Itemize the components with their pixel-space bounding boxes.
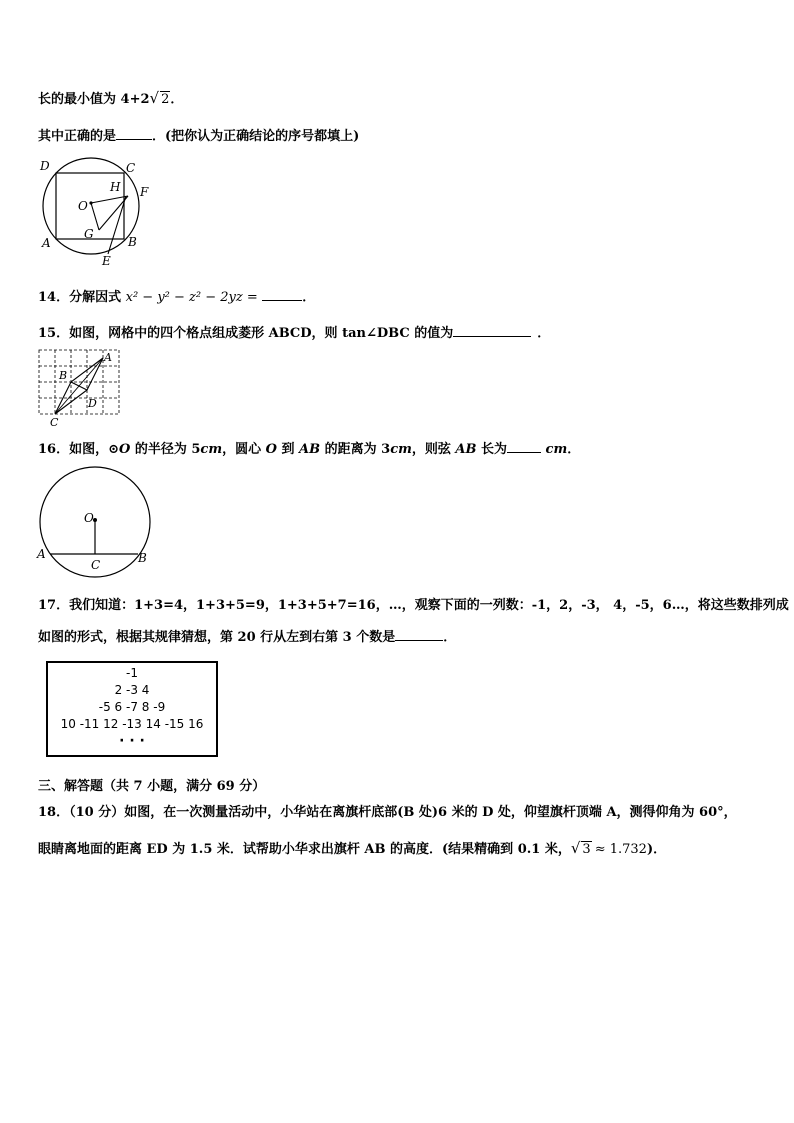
- p13-label-e: E: [102, 254, 111, 268]
- p16-text-a: 16．如图，⊙: [38, 442, 119, 457]
- p15-figure: [36, 347, 126, 427]
- p15-label-c: C: [50, 416, 59, 429]
- p17-row-3: -5 6 -7 8 -9: [98, 700, 166, 714]
- p17-text1: 17．我们知道：1+3=4，1+3+5=9，1+3+5+7=16，…，观察下面的一列数：-1，2，-3， 4，-5，6…，将这些数排列成: [38, 598, 789, 613]
- p17-number-triangle: [46, 661, 218, 757]
- p18-line2: [38, 838, 666, 857]
- p15-text: 15．如图，网格中的四个格点组成菱形 ABCD，则 tan∠DBC 的值为: [38, 326, 454, 341]
- p13-label-a: A: [42, 236, 51, 250]
- answer-blank: [453, 324, 531, 337]
- p16-o: O: [118, 442, 131, 457]
- p13-segment-og: [91, 203, 99, 230]
- p16-ab2: AB: [455, 442, 477, 457]
- p13-radicand: 2: [161, 92, 170, 107]
- p17-end: ．: [443, 630, 457, 645]
- p13-label-c: C: [126, 161, 136, 175]
- p14-num: 14．分解因式: [38, 290, 122, 305]
- sqrt-sign: √: [570, 839, 581, 857]
- p15-line: [38, 322, 550, 341]
- p16-text-g: 长为: [476, 442, 508, 457]
- p16-cm1: cm: [200, 442, 223, 457]
- p16-text-e: 的距离为 3: [320, 442, 391, 457]
- p13-figure: [36, 158, 156, 268]
- p18-text2: 眼睛离地面的距离 ED 为 1.5 米．试帮助小华求出旗杆 AB 的高度．(结果精确到 0.1 米，: [38, 842, 571, 857]
- p13-tail-end: ．: [170, 92, 184, 107]
- p13-ask-note: ．(把你认为正确结论的序号都填上): [152, 129, 360, 144]
- p13-label-f: F: [140, 185, 149, 199]
- p17-text2: 如图的形式，根据其规律猜想，第 20 行从左到右第 3 个数是: [38, 630, 396, 645]
- p14-expression: x² − y² − z² − 2yz =: [125, 290, 258, 305]
- p16-text-c: ，圆心: [222, 442, 266, 457]
- p18-radicand: 3: [582, 842, 591, 857]
- p13-label-o: O: [78, 199, 88, 213]
- p13-tail-line: [38, 88, 183, 107]
- p18-end: )．: [646, 842, 667, 857]
- p17-row-2: 2 -3 4: [114, 683, 150, 697]
- p17-row-4: 10 -11 12 -13 14 -15 16: [60, 717, 204, 731]
- section-3-title-text: 三、解答题（共 7 小题，满分 69 分）: [38, 779, 266, 794]
- p16-cm2: cm: [390, 442, 412, 457]
- p13-ask-line: [38, 125, 359, 144]
- p13-ask: 其中正确的是: [38, 129, 117, 144]
- p13-label-g: G: [84, 227, 94, 241]
- p15-label-d: D: [88, 397, 97, 410]
- p17-line2: [38, 626, 456, 645]
- p18-text1: 18．（10 分）如图，在一次测量活动中，小华站在离旗杆底部(B 处)6 米的 D 处，仰望旗杆顶端 A，测得仰角为 60°，: [38, 805, 737, 820]
- p13-label-b: B: [128, 235, 137, 249]
- p16-label-c: C: [91, 558, 101, 572]
- answer-blank: [262, 288, 302, 301]
- answer-blank: [395, 628, 443, 641]
- p17-row-1: -1: [126, 666, 138, 680]
- p16-text-f: ，则弦: [411, 442, 456, 457]
- answer-blank: [116, 127, 152, 140]
- p16-label-o: O: [84, 511, 94, 525]
- p18-approx: ≈ 1.732: [594, 842, 647, 857]
- p13-point-o: [89, 201, 92, 204]
- p16-label-b: B: [138, 551, 147, 565]
- p16-figure: [34, 465, 156, 580]
- p16-ab: AB: [299, 442, 321, 457]
- p16-end: ．: [567, 442, 581, 457]
- p13-segment-eh: [108, 196, 126, 254]
- p18-line1: [38, 801, 737, 820]
- p17-line1: [38, 594, 789, 613]
- p14-line: [38, 286, 315, 305]
- p16-line: [38, 438, 580, 457]
- p14-end: ．: [302, 290, 316, 305]
- p16-cm3: cm: [545, 442, 568, 457]
- p16-label-a: A: [37, 547, 46, 561]
- p15-label-b: B: [59, 369, 68, 382]
- p15-label-a: A: [104, 351, 112, 364]
- p13-label-h: H: [110, 180, 121, 194]
- p13-tail-text: 长的最小值为 4+2: [38, 92, 150, 107]
- p16-o2: O: [265, 442, 277, 457]
- answer-blank: [507, 440, 541, 453]
- section-3-title: [38, 775, 265, 794]
- p16-text-d: 到: [276, 442, 300, 457]
- sqrt-sign: √: [149, 89, 160, 107]
- p16-text-b: 的半径为 5: [130, 442, 201, 457]
- p17-row-dots: · · ·: [119, 733, 145, 749]
- p15-end: ．: [537, 326, 551, 341]
- p13-label-d: D: [40, 159, 50, 173]
